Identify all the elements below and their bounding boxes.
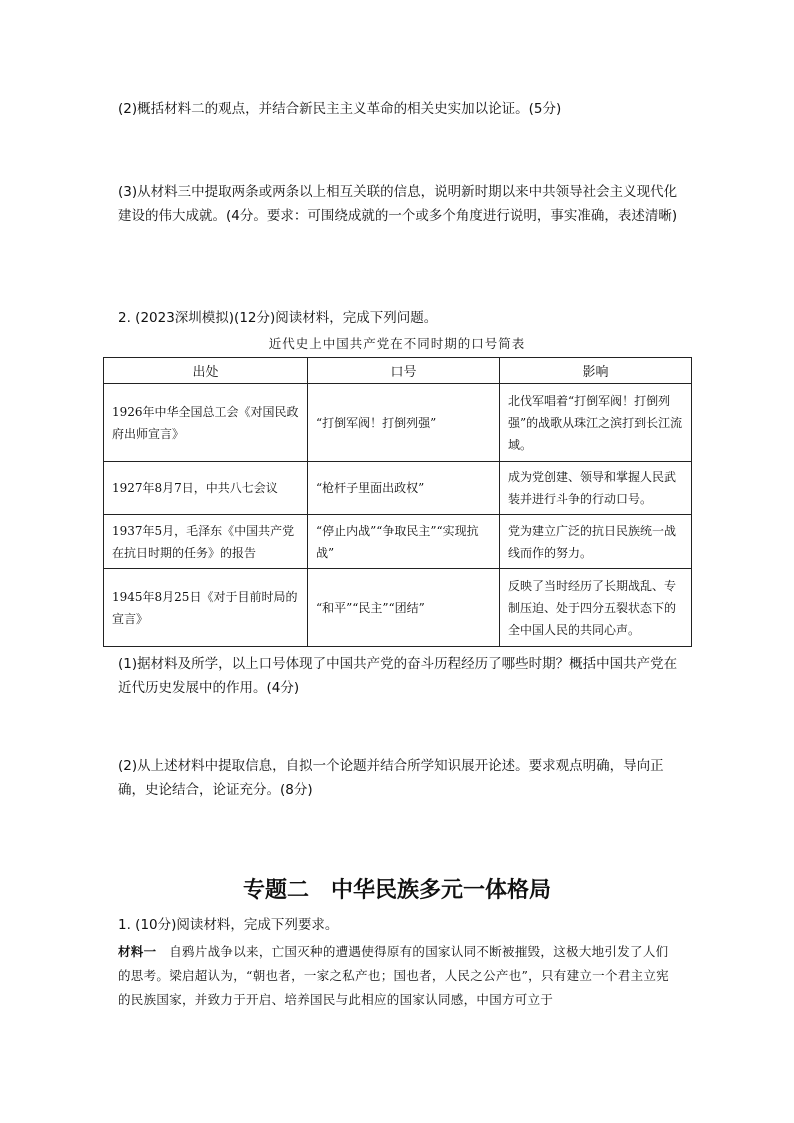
question-2-part-2: (2)从上述材料中提取信息，自拟一个论题并结合所学知识展开论述。要求观点明确，导向正确，史论结合，论证充分。(8分) [118,758,664,798]
section-2-question-1-header: 1. (10分)阅读材料，完成下列要求。 [118,917,339,933]
section-title: 专题二 中华民族多元一体格局 [242,878,551,903]
cell-slogan: “停止内战”“争取民主”“实现抗战” [308,515,500,569]
slogan-table [103,357,692,647]
material-1-text: 自鸦片战争以来，亡国灭种的遭遇使得原有的国家认同不断被摧毁，这极大地引发了人们的思考。梁启超认为，“朝也者，一家之私产也；国也者，人民之公产也”，只有建立一个君主立宪的民族国家，并致力于开启、培养国民与此相应的国家认同感，中国方可立于 [118,944,669,1007]
question-2-part-1: (1)据材料及所学，以上口号体现了中国共产党的奋斗历程经历了哪些时期？概括中国共产党在近代历史发展中的作用。(4分) [118,656,678,696]
table-row [104,384,692,462]
material-1-label: 材料一 [118,944,157,959]
cell-source: 1945年8月25日《对于目前时局的宣言》 [104,569,308,647]
cell-source: 1926年中华全国总工会《对国民政府出师宣言》 [104,384,308,462]
material-1 [118,940,680,1012]
table-caption: 近代史上中国共产党在不同时期的口号简表 [268,336,526,351]
table-header-row [104,358,692,384]
cell-source: 1927年8月7日，中共八七会议 [104,462,308,515]
table-row [104,515,692,569]
column-header-impact: 影响 [500,358,692,384]
question-2-header: 2. (2023深圳模拟)(12分)阅读材料，完成下列问题。 [118,310,438,326]
cell-impact: 成为党创建、领导和掌握人民武装并进行斗争的行动口号。 [500,462,692,515]
table-row [104,569,692,647]
column-header-slogan: 口号 [308,358,500,384]
cell-slogan: “枪杆子里面出政权” [308,462,500,515]
cell-slogan: “打倒军阀！打倒列强” [308,384,500,462]
question-1-part-2: (2)概括材料二的观点，并结合新民主主义革命的相关史实加以论证。(5分) [118,101,562,117]
question-1-part-3: (3)从材料三中提取两条或两条以上相互关联的信息，说明新时期以来中共领导社会主义现代化建设的伟大成就。(4分。要求：可围绕成就的一个或多个角度进行说明，事实准确，表述清晰) [118,184,678,224]
table-row [104,462,692,515]
cell-impact: 反映了当时经历了长期战乱、专制压迫、处于四分五裂状态下的全中国人民的共同心声。 [500,569,692,647]
cell-impact: 党为建立广泛的抗日民族统一战线而作的努力。 [500,515,692,569]
cell-slogan: “和平”“民主”“团结” [308,569,500,647]
cell-impact: 北伐军唱着“打倒军阀！打倒列强”的战歌从珠江之滨打到长江流域。 [500,384,692,462]
cell-source: 1937年5月，毛泽东《中国共产党在抗日时期的任务》的报告 [104,515,308,569]
column-header-source: 出处 [104,358,308,384]
